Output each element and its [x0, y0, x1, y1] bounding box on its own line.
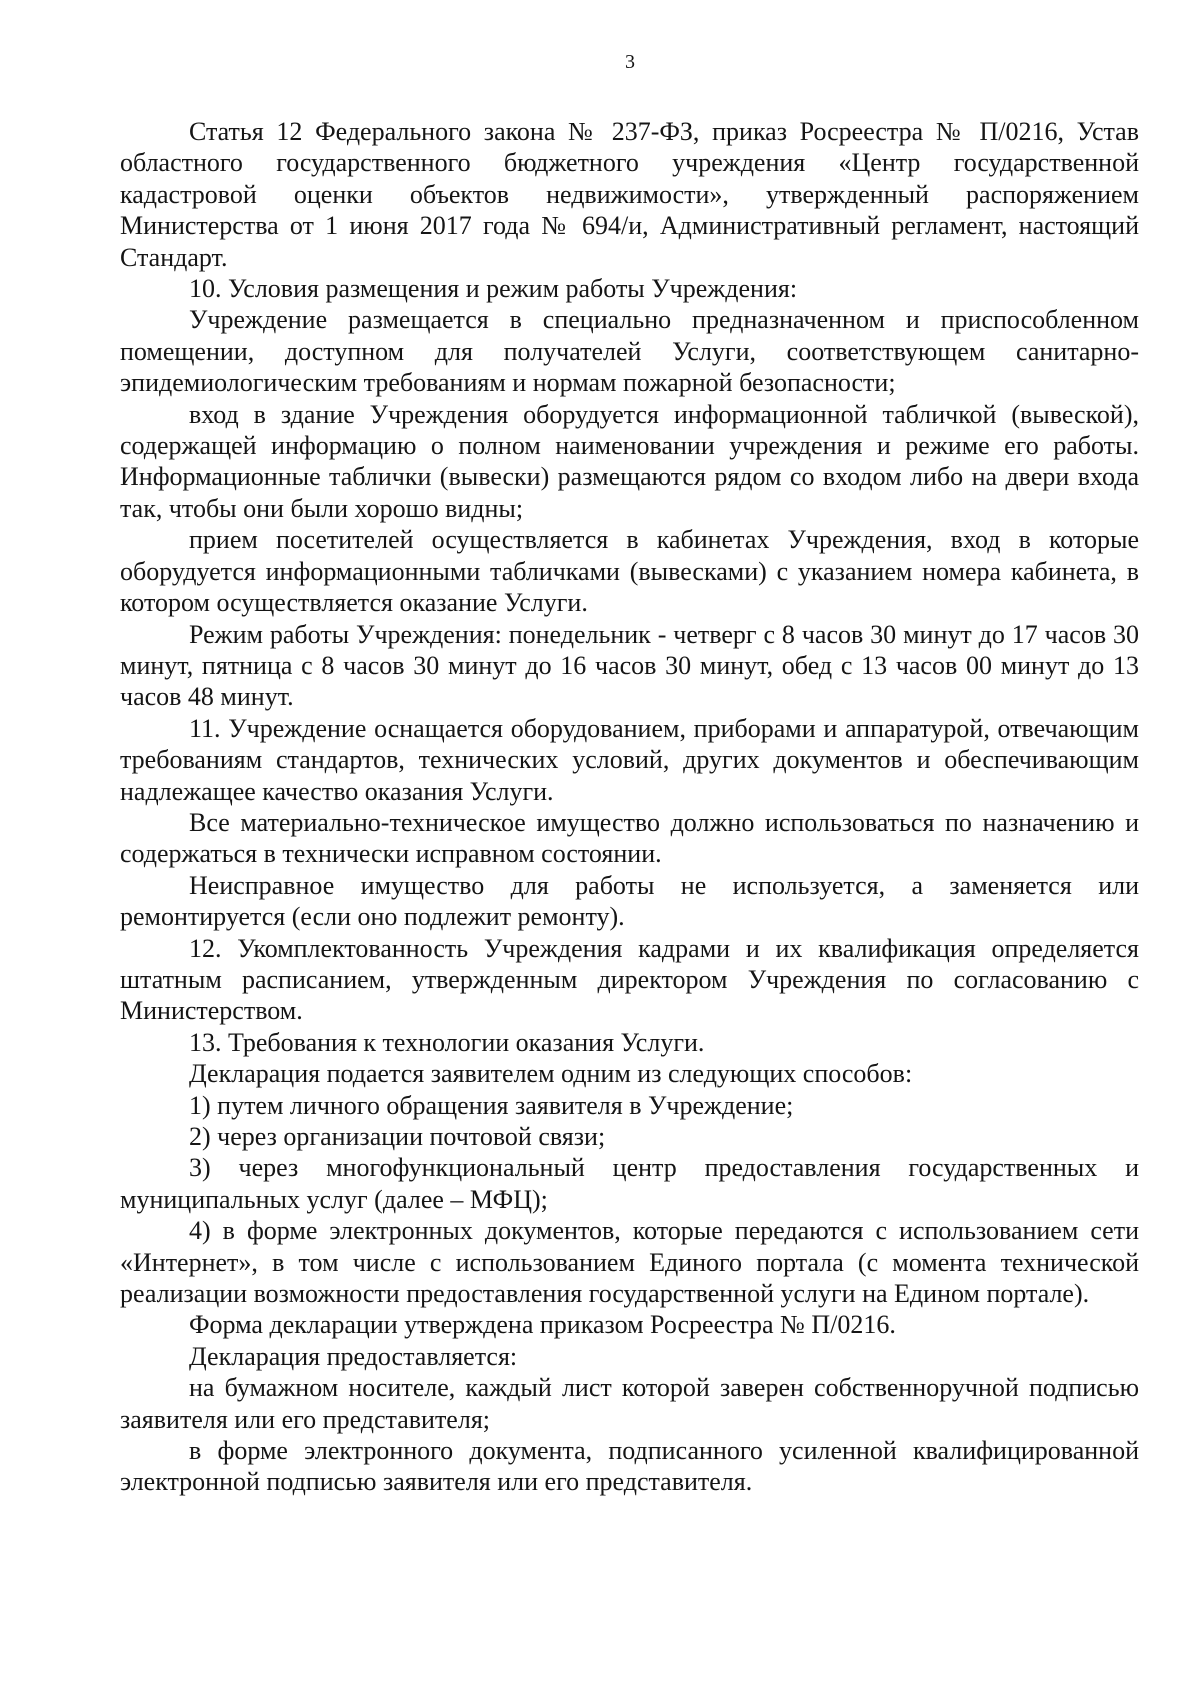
paragraph-paper-format: на бумажном носителе, каждый лист которой заверен собственноручной подписью заявителя или его представителя; — [120, 1373, 1139, 1434]
paragraph-faulty-property: Неисправное имущество для работы не используется, а заменяется или ремонтируется (если оно подлежит ремонту). — [120, 870, 1139, 932]
list-item-electronic: 4) в форме электронных документов, которые передаются с использованием сети «Интернет», в том числе с использованием Единого портала (с момента технической реализации возможности предоставления государственной услуги на Едином портале). — [120, 1216, 1139, 1309]
paragraph-section-11-equipment: 11. Учреждение оснащается оборудованием, приборами и аппаратурой, отвечающим требованиям стандартов, технических условий, других документов и обеспечивающим надлежащее качество оказания Услуги. — [120, 713, 1139, 806]
paragraph-legal-basis: Статья 12 Федерального закона № 237-ФЗ, приказ Росреестра № П/0216, Устав областного государственного бюджетного учреждения «Центр государственной кадастровой оценки объектов недвижимости», утвержденный распоряжением Министерства от 1 июня 2017 года № 694/и, Административный регламент, настоящий Стандарт. — [120, 117, 1139, 272]
paragraph-section-12-staffing: 12. Укомплектованность Учреждения кадрами и их квалификация определяется штатным расписанием, утвержденным директором Учреждения по согласованию с Министерством. — [120, 933, 1139, 1026]
list-item-mfc: 3) через многофункциональный центр предоставления государственных и муниципальных услуг (далее – МФЦ); — [120, 1153, 1139, 1214]
paragraph-declaration-form: Форма декларации утверждена приказом Росреестра № П/0216. — [189, 1310, 896, 1340]
paragraph-declaration-methods: Декларация подается заявителем одним из следующих способов: — [189, 1059, 913, 1089]
page-number: 3 — [625, 51, 635, 73]
list-item-personal-visit: 1) путем личного обращения заявителя в Учреждение; — [189, 1090, 794, 1120]
paragraph-visitor-reception: прием посетителей осуществляется в кабинетах Учреждения, вход в которые оборудуется информационными табличками (вывесками) с указанием номера кабинета, в котором осуществляется оказание Услуги. — [120, 525, 1139, 618]
document-body — [120, 116, 1139, 1498]
paragraph-declaration-provided: Декларация предоставляется: — [189, 1341, 518, 1371]
paragraph-section-10-heading: 10. Условия размещения и режим работы Учреждения: — [189, 274, 798, 304]
paragraph-premises: Учреждение размещается в специально предназначенном и приспособленном помещении, доступном для получателей Услуги, соответствующем санитарно-эпидемиологическим требованиям и нормам пожарной безопасности; — [120, 305, 1139, 398]
list-item-postal: 2) через организации почтовой связи; — [189, 1122, 606, 1151]
paragraph-property-use: Все материально-техническое имущество должно использоваться по назначению и содержаться в технически исправном состоянии. — [120, 807, 1139, 869]
paragraph-working-hours: Режим работы Учреждения: понедельник - четверг с 8 часов 30 минут до 17 часов 30 минут, пятница с 8 часов 30 минут до 16 часов 30 минут, обед с 13 часов 00 минут до 13 часов 48 минут. — [120, 619, 1139, 712]
paragraph-electronic-format: в форме электронного документа, подписанного усиленной квалифицированной электронной подписью заявителя или его представителя. — [120, 1436, 1139, 1497]
paragraph-entrance-sign: вход в здание Учреждения оборудуется информационной табличкой (вывеской), содержащей информацию о полном наименовании учреждения и режиме его работы. Информационные таблички (вывески) размещаются рядом со входом либо на двери входа так, чтобы они были хорошо видны; — [120, 399, 1139, 523]
paragraph-section-13-heading: 13. Требования к технологии оказания Услуги. — [189, 1027, 705, 1057]
